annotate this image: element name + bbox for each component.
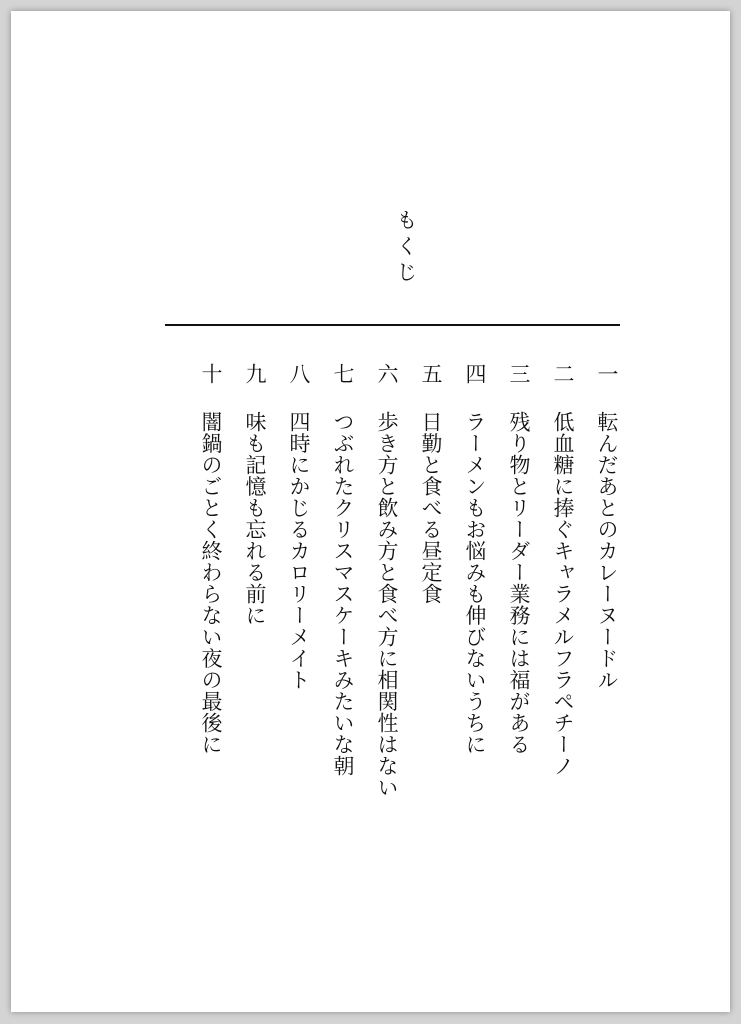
chapter-number: 四 [463, 363, 487, 384]
chapter-number: 七 [331, 363, 355, 384]
toc-entry-8[interactable] [285, 363, 309, 843]
chapter-number: 八 [287, 363, 311, 384]
toc-entry-9[interactable] [241, 363, 265, 843]
toc-entry-10[interactable] [197, 363, 221, 843]
title-divider [165, 324, 620, 326]
chapter-title: つぶれたクリスマスケーキみたいな朝 [331, 411, 355, 777]
chapter-number: 九 [243, 363, 267, 384]
chapter-title: 日勤と食べる昼定食 [419, 411, 443, 605]
chapter-number: 三 [507, 363, 531, 384]
toc-entry-4[interactable] [461, 363, 485, 843]
chapter-title: 味も記憶も忘れる前に [243, 411, 267, 626]
chapter-number: 二 [551, 363, 575, 384]
toc-entry-5[interactable] [417, 363, 441, 843]
chapter-title: 残り物とリーダー業務には福がある [507, 411, 531, 755]
toc-entry-3[interactable] [505, 363, 529, 843]
toc-list [197, 363, 617, 843]
chapter-number: 六 [375, 363, 399, 384]
toc-entry-6[interactable] [373, 363, 397, 843]
chapter-number: 五 [419, 363, 443, 384]
chapter-title: 四時にかじるカロリーメイト [287, 411, 311, 691]
chapter-title: ラーメンもお悩みも伸びないうちに [463, 411, 487, 755]
chapter-title: 歩き方と飲み方と食べ方に相関性はない [375, 411, 399, 798]
chapter-title: 低血糖に捧ぐキャラメルフラペチーノ [551, 411, 575, 777]
toc-entry-2[interactable] [549, 363, 573, 843]
toc-title: もくじ [394, 209, 418, 287]
chapter-number: 一 [595, 363, 619, 384]
toc-entry-1[interactable] [593, 363, 617, 843]
toc-entry-7[interactable] [329, 363, 353, 843]
chapter-title: 転んだあとのカレーヌードル [595, 411, 619, 691]
chapter-title: 闇鍋のごとく終わらない夜の最後に [199, 411, 223, 755]
book-page [11, 11, 730, 1012]
chapter-number: 十 [199, 363, 223, 384]
